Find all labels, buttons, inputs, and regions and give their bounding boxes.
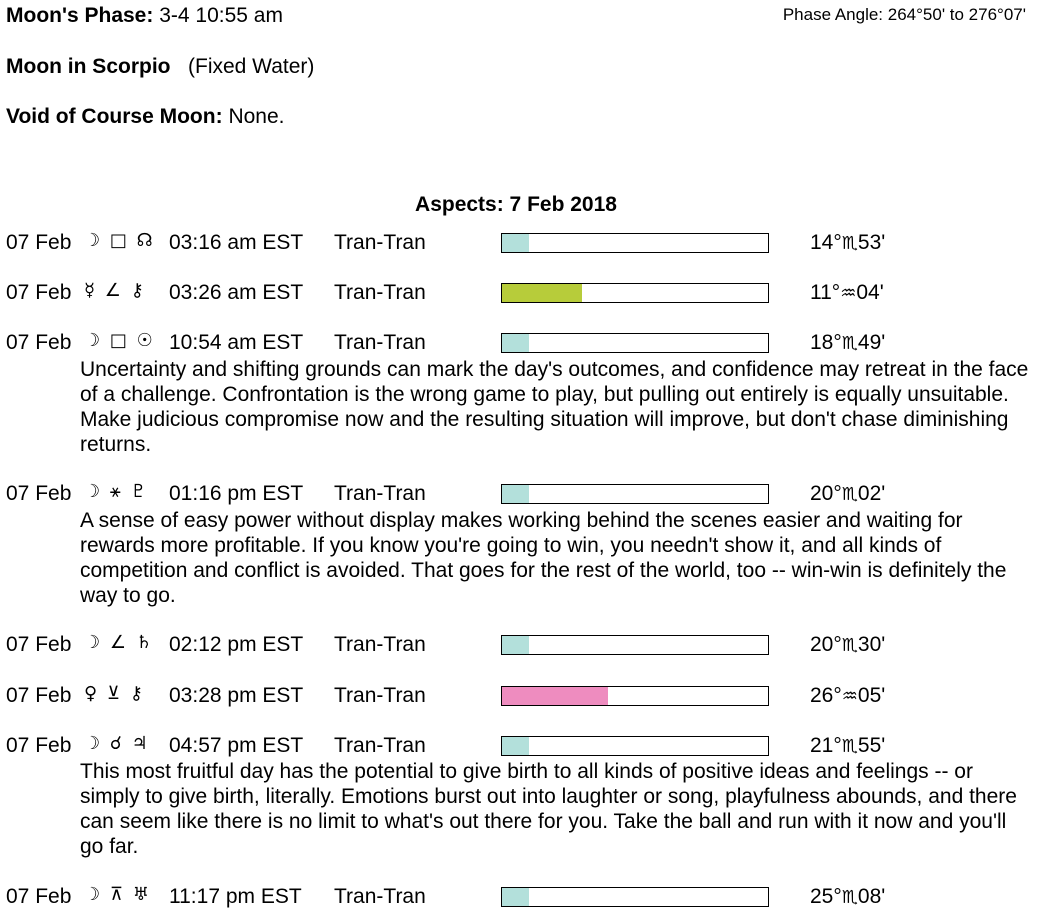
- aspect-date: 07 Feb: [6, 684, 72, 707]
- aspect-time: 03:28 pm EST: [169, 684, 304, 707]
- aspect-date: 07 Feb: [6, 885, 72, 908]
- aspect-strength-fill: [502, 334, 529, 352]
- aspect-minutes: 30': [857, 633, 886, 656]
- aspect-date: 07 Feb: [6, 633, 72, 656]
- moon-phase-label: Moon's Phase:: [6, 4, 154, 27]
- voc-value: None.: [228, 105, 285, 128]
- zodiac-sign-icon: ♏: [841, 333, 858, 354]
- aspect-row: [6, 231, 1036, 257]
- aspect-time: 03:26 am EST: [169, 281, 304, 304]
- aspect-position: [810, 885, 885, 909]
- aspect-time: 01:16 pm EST: [169, 482, 304, 505]
- void-of-course: [6, 105, 284, 129]
- aspect-type: Tran-Tran: [334, 331, 426, 354]
- aspect-minutes: 53': [857, 231, 886, 254]
- aspect-type: Tran-Tran: [334, 885, 426, 908]
- aspect-degree: 14°: [810, 231, 842, 254]
- aspect-row: [6, 633, 1036, 659]
- aspect-degree: 20°: [810, 633, 842, 656]
- aspect-type: Tran-Tran: [334, 684, 426, 707]
- aspect-description: Uncertainty and shifting grounds can mark the day's outcomes, and confidence may retreat in the face of a challenge. Confrontation is the wrong game to play, but pulling out entirely is equally unsuitable. Make judicious compromise now and the resulting situation will improve, but don't chase diminishing returns.: [80, 358, 1029, 456]
- aspect-degree: 25°: [810, 885, 842, 908]
- phase-angle: Phase Angle: 264°50' to 276°07': [782, 5, 1026, 24]
- zodiac-sign-icon: ♏: [841, 484, 858, 505]
- aspect-glyphs: ☽ ☌ ♃: [84, 733, 150, 754]
- aspect-type: Tran-Tran: [334, 482, 426, 505]
- aspect-row: [6, 281, 1036, 307]
- zodiac-sign-icon: ♏: [841, 887, 858, 908]
- aspect-row: [6, 734, 1036, 760]
- aspect-time: 11:17 pm EST: [169, 885, 302, 908]
- aspect-date: 07 Feb: [6, 281, 72, 304]
- aspect-strength-fill: [502, 737, 529, 755]
- aspect-position: [810, 684, 885, 708]
- aspect-type: Tran-Tran: [334, 281, 426, 304]
- aspect-date: 07 Feb: [6, 331, 72, 354]
- aspect-degree: 26°: [810, 684, 842, 707]
- zodiac-sign-icon: ♒: [841, 686, 858, 707]
- moon-phase: [6, 4, 283, 28]
- aspect-strength-bar: [501, 635, 769, 655]
- aspect-time: 03:16 am EST: [169, 231, 304, 254]
- aspect-glyphs: ♀ ⊻ ⚷: [84, 683, 145, 704]
- aspect-minutes: 04': [856, 281, 884, 304]
- aspect-minutes: 49': [857, 331, 886, 354]
- aspect-glyphs: ☽ ∠ ♄: [84, 632, 154, 653]
- zodiac-sign-icon: ♏: [841, 736, 858, 757]
- moon-sign-detail: (Fixed Water): [188, 55, 315, 78]
- aspect-row: [6, 684, 1036, 710]
- aspect-strength-fill: [502, 888, 529, 906]
- aspect-time: 10:54 am EST: [169, 331, 304, 354]
- aspect-glyphs: ☽ ⊼ ♅: [84, 884, 151, 905]
- aspect-position: [810, 281, 884, 305]
- moon-sign-label: Moon in Scorpio: [6, 55, 171, 78]
- aspect-position: [810, 231, 885, 255]
- aspect-glyphs: ☿ ∠ ⚷: [84, 280, 146, 301]
- zodiac-sign-icon: ♏: [841, 635, 858, 656]
- aspect-strength-bar: [501, 333, 769, 353]
- aspect-date: 07 Feb: [6, 734, 72, 757]
- aspect-strength-fill: [502, 485, 529, 503]
- aspect-row: [6, 885, 1036, 911]
- aspect-type: Tran-Tran: [334, 231, 426, 254]
- aspect-strength-bar: [501, 484, 769, 504]
- moon-phase-value: 3-4 10:55 am: [159, 4, 283, 27]
- aspect-time: 02:12 pm EST: [169, 633, 304, 656]
- aspects-title: Aspects: 7 Feb 2018: [415, 193, 617, 216]
- moon-sign: [6, 55, 314, 79]
- aspect-degree: 21°: [810, 734, 842, 757]
- voc-label: Void of Course Moon:: [6, 105, 223, 128]
- aspect-type: Tran-Tran: [334, 734, 426, 757]
- aspect-strength-bar: [501, 887, 769, 907]
- aspect-description: A sense of easy power without display makes working behind the scenes easier and waiting for rewards more profitable. If you know you're going to win, you needn't show it, and all kinds of competition and conflict is avoided. That goes for the rest of the world, too -- win-win is definitely the way to go.: [80, 509, 1007, 607]
- aspect-minutes: 02': [857, 482, 886, 505]
- aspect-position: [810, 482, 885, 506]
- aspect-strength-fill: [502, 636, 529, 654]
- aspect-degree: 20°: [810, 482, 842, 505]
- aspect-date: 07 Feb: [6, 482, 72, 505]
- aspect-minutes: 55': [857, 734, 886, 757]
- aspect-row: [6, 482, 1036, 508]
- aspect-time: 04:57 pm EST: [169, 734, 304, 757]
- aspect-degree: 11°: [810, 281, 841, 304]
- aspect-position: [810, 633, 885, 657]
- aspect-description: This most fruitful day has the potential to give birth to all kinds of positive ideas and feelings -- or simply to give birth, literally. Emotions burst out into laughter or song, playfulness abounds, and there can seem like there is no limit to what's out there for you. Take the ball and run with it now and you'll go far.: [80, 760, 1017, 858]
- aspect-glyphs: ☽ ⚹ ♇: [84, 481, 149, 502]
- aspect-minutes: 08': [857, 885, 886, 908]
- aspect-glyphs: ☽ □ ☊: [84, 230, 155, 251]
- aspect-date: 07 Feb: [6, 231, 72, 254]
- zodiac-sign-icon: ♏: [841, 233, 858, 254]
- aspect-type: Tran-Tran: [334, 633, 426, 656]
- aspect-strength-bar: [501, 686, 769, 706]
- aspect-strength-bar: [501, 736, 769, 756]
- aspect-glyphs: ☽ □ ☉: [84, 330, 155, 351]
- aspect-strength-bar: [501, 233, 769, 253]
- aspect-position: [810, 331, 885, 355]
- aspect-strength-bar: [501, 283, 769, 303]
- zodiac-sign-icon: ♒: [840, 283, 857, 304]
- aspect-strength-fill: [502, 284, 582, 302]
- aspect-row: [6, 331, 1036, 357]
- aspect-position: [810, 734, 885, 758]
- aspect-strength-fill: [502, 234, 529, 252]
- aspect-strength-fill: [502, 687, 608, 705]
- aspect-degree: 18°: [810, 331, 842, 354]
- aspect-minutes: 05': [857, 684, 886, 707]
